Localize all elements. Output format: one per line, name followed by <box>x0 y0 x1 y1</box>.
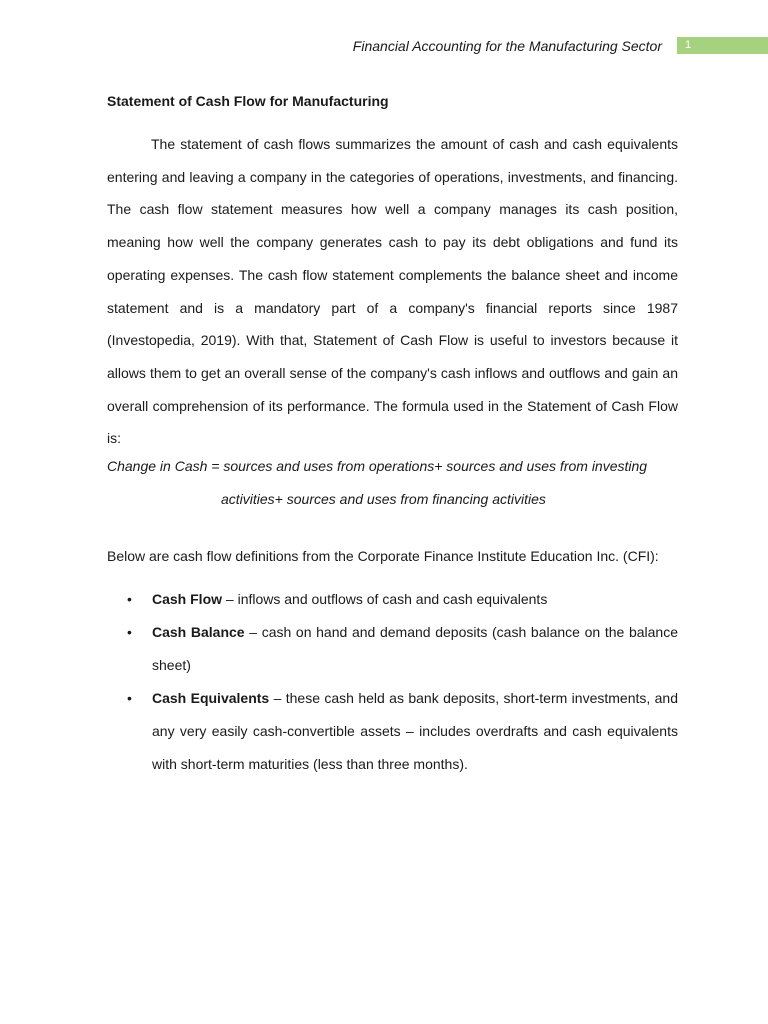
definition-text: – these cash held as bank deposits, short-term investments, and any very easily cash-convertible assets – includes overdrafts and cash equivalents with short-term maturities (less than three months). <box>152 690 678 772</box>
definitions-list <box>107 583 678 781</box>
formula-line-2: activities+ sources and uses from financing activities <box>221 491 546 507</box>
cash-flow-formula <box>107 450 678 516</box>
page-number-tab <box>677 37 768 54</box>
definition-item <box>107 616 678 682</box>
body-paragraph: The statement of cash flows summarizes the amount of cash and cash equivalents entering and leaving a company in the categories of operations, investments, and financing. The cash flow statement measures how well a company manages its cash position, meaning how well the company generates cash to pay its debt obligations and fund its operating expenses. The cash flow statement complements the balance sheet and income statement and is a mandatory part of a company's financial reports since 1987 (Investopedia, 2019). With that, Statement of Cash Flow is useful to investors because it allows them to get an overall sense of the company's cash inflows and outflows and gain an overall comprehension of its performance. The formula used in the Statement of Cash Flow is: <box>107 136 678 447</box>
page-number: 1 <box>685 39 692 51</box>
definitions-intro: Below are cash flow definitions from the Corporate Finance Institute Education Inc. (CFI): <box>107 548 659 564</box>
bullet-icon: • <box>127 591 132 607</box>
section-heading: Statement of Cash Flow for Manufacturing <box>107 93 389 109</box>
definition-term: Cash Flow <box>152 591 223 607</box>
definition-text: – inflows and outflows of cash and cash equivalents <box>222 591 548 607</box>
running-header-title: Financial Accounting for the Manufacturing Sector <box>352 38 662 54</box>
bullet-icon: • <box>127 624 132 640</box>
definition-item <box>107 682 678 781</box>
bullet-icon: • <box>127 690 132 706</box>
definition-text: – cash on hand and demand deposits (cash balance on the balance sheet) <box>152 624 678 673</box>
definition-term: Cash Balance <box>152 624 245 640</box>
definition-item <box>107 583 678 616</box>
formula-line-1: Change in Cash = sources and uses from operations+ sources and uses from investing <box>107 458 648 474</box>
definition-term: Cash Equivalents <box>152 690 270 706</box>
